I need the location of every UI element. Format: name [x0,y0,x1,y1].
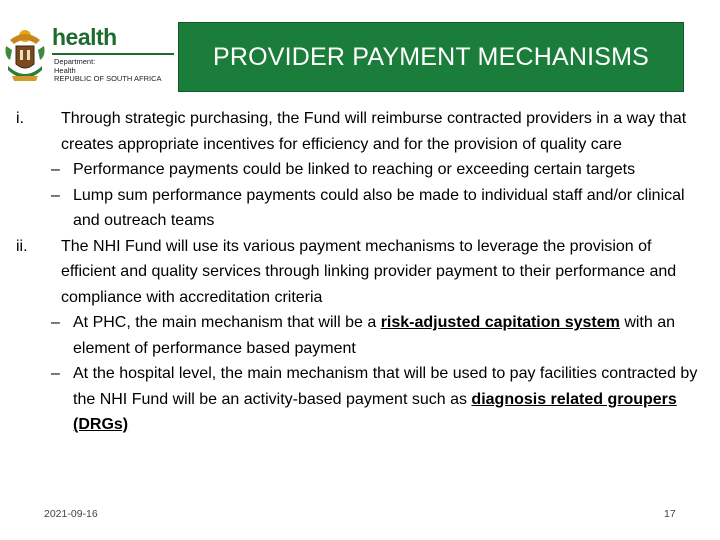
item-number: i. [16,110,24,127]
dash-marker: – [51,161,60,178]
sub-bullet-text-pre: At PHC, the main mechanism that will be a [73,314,381,331]
coat-of-arms-icon [2,26,48,88]
sub-bullet [16,361,706,438]
logo-line: Health [54,65,76,75]
numbered-item [16,106,706,157]
page-number: 17 [664,508,676,520]
logo-title: health [52,24,117,50]
sub-bullet [16,157,706,183]
sub-bullet [16,310,706,361]
emphasis-term: risk-adjusted capitation system [380,314,620,331]
slide-content [16,106,706,438]
logo-subtitle [54,58,162,84]
item-text: Through strategic purchasing, the Fund will reimburse contracted providers in a way that creates appropriate incentives for efficiency and for the provision of quality care [61,110,687,153]
slide-title: PROVIDER PAYMENT MECHANISMS [212,42,649,71]
department-logo [0,22,178,92]
dash-marker: – [51,186,60,204]
item-number: ii. [16,237,28,255]
sub-bullet-text [73,314,675,357]
logo-line: REPUBLIC OF SOUTH AFRICA [54,74,162,83]
dash-marker: – [51,365,60,382]
sub-bullet-text-pre: At the hospital level, the main mechanism that will be used to pay facilities contracted by the NHI Fund will be an activity-based payment such as [73,365,698,408]
dash-marker: – [51,314,60,331]
sub-bullet-text-post: with an element of performance based payment [73,314,676,357]
numbered-item [16,234,706,311]
sub-bullet-text: Performance payments could be linked to reaching or exceeding certain targets [73,161,636,178]
footer-date: 2021-09-16 [44,508,98,520]
logo-divider [52,53,174,55]
sub-bullet [16,183,706,234]
title-banner [178,22,684,92]
sub-bullet-text [73,365,697,433]
sub-bullet-text: Lump sum performance payments could also be made to individual staff and/or clinical and outreach teams [73,186,685,229]
emphasis-term: diagnosis related groupers (DRGs) [73,390,677,433]
logo-line: Department: [54,57,96,66]
item-text: The NHI Fund will use its various payment mechanisms to leverage the provision of efficient and quality services through linking provider payment to their performance and compliance with accreditation criteria [61,237,677,306]
slide-header [0,20,684,92]
